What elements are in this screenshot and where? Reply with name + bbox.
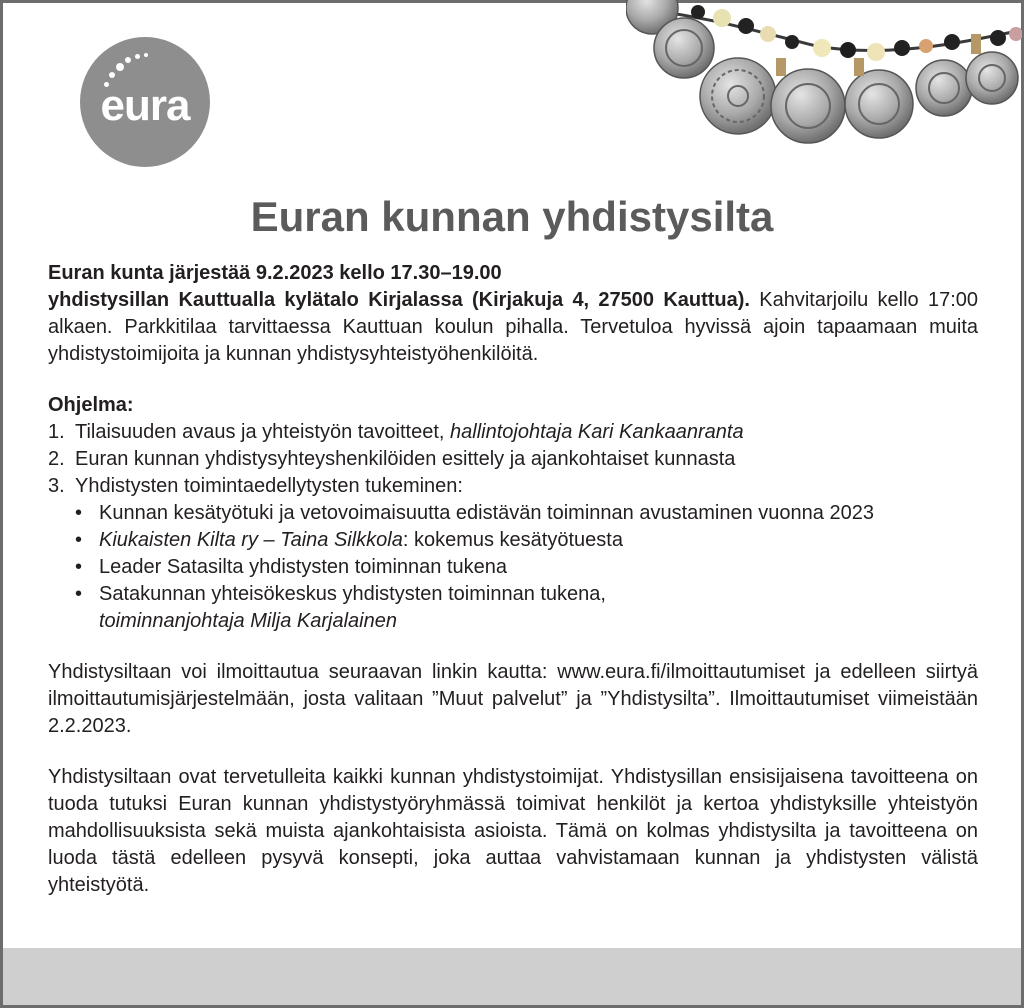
page-title: Euran kunnan yhdistysilta: [250, 193, 774, 240]
eura-logo-icon: [80, 37, 210, 167]
bottom-band: [3, 948, 1021, 1005]
program-subitem: • Kiukaisten Kilta ry – Taina Silkkola: kokemus kesätyötuesta: [75, 529, 623, 551]
program-subitem: • Satakunnan yhteisökeskus yhdistysten toiminnan tukena, toiminnanjohtaja Milja Karjalainen: [75, 583, 606, 632]
program-subitem: • Leader Satasilta yhdistysten toiminnan tukena: [75, 556, 508, 578]
program-item: 2. Euran kunnan yhdistysyhteyshenkilöiden esittely ja ajankohtaiset kunnasta: [48, 448, 736, 470]
program-heading: Ohjelma:: [48, 394, 134, 416]
logo-text: eura: [100, 81, 190, 130]
program-subitem: • Kunnan kesätyötuki ja vetovoimaisuutta edistävän toiminnan avustaminen vuonna 2023: [75, 502, 874, 524]
intro-text: Kahvitarjoilu kello 17:00 alkaen. Parkkitilaa tarvittaessa Kauttuan koulun pihalla. Tervetuloa hyvissä ajoin tapaamaan muita yhdistystoimijoita ja kunnan yhdistysyhteistyöhenkilöitä.: [48, 289, 978, 365]
program-item: 1. Tilaisuuden avaus ja yhteistyön tavoitteet, hallintojohtaja Kari Kankaanranta: [48, 421, 744, 443]
ad-body: [48, 260, 978, 899]
program-item: 3. Yhdistysten toimintaedellytysten tukeminen:: [48, 475, 463, 497]
closing-paragraph: Yhdistysiltaan ovat tervetulleita kaikki kunnan yhdistystoimijat. Yhdistysillan ensisijaisena tavoitteena on tuoda tutuksi Euran kunnan yhdistystyöryhmässä toimivat henkilöt ja kertoa yhdistyksille yhteistyön mahdollisuuksista sekä muista ajankohtaisista asioista. Tämä on kolmas yhdistysilta ja tavoitteena on luoda tästä edelleen pysyvä konsepti, joka auttaa vahvistamaan kunnan ja yhdistysten välistä yhteistyötä.: [48, 766, 978, 896]
intro-paragraph: [48, 287, 978, 368]
event-date-line: Euran kunta järjestää 9.2.2023 kello 17.30–19.00: [48, 262, 502, 284]
registration-paragraph: Yhdistysiltaan voi ilmoittautua seuraavan linkin kautta: www.eura.fi/ilmoittautumiset ja edelleen siirtyä ilmoittautumisjärjestelmään, josta valitaan ”Muut palvelut” ja ”Yhdistysilta”. Ilmoittautumiset viimeistään 2.2.2023.: [48, 661, 978, 737]
coin-necklace-icon: [626, 0, 1022, 150]
event-location: yhdistysillan Kauttualla kylätalo Kirjalassa (Kirjakuja 4, 27500 Kauttua).: [48, 289, 750, 311]
